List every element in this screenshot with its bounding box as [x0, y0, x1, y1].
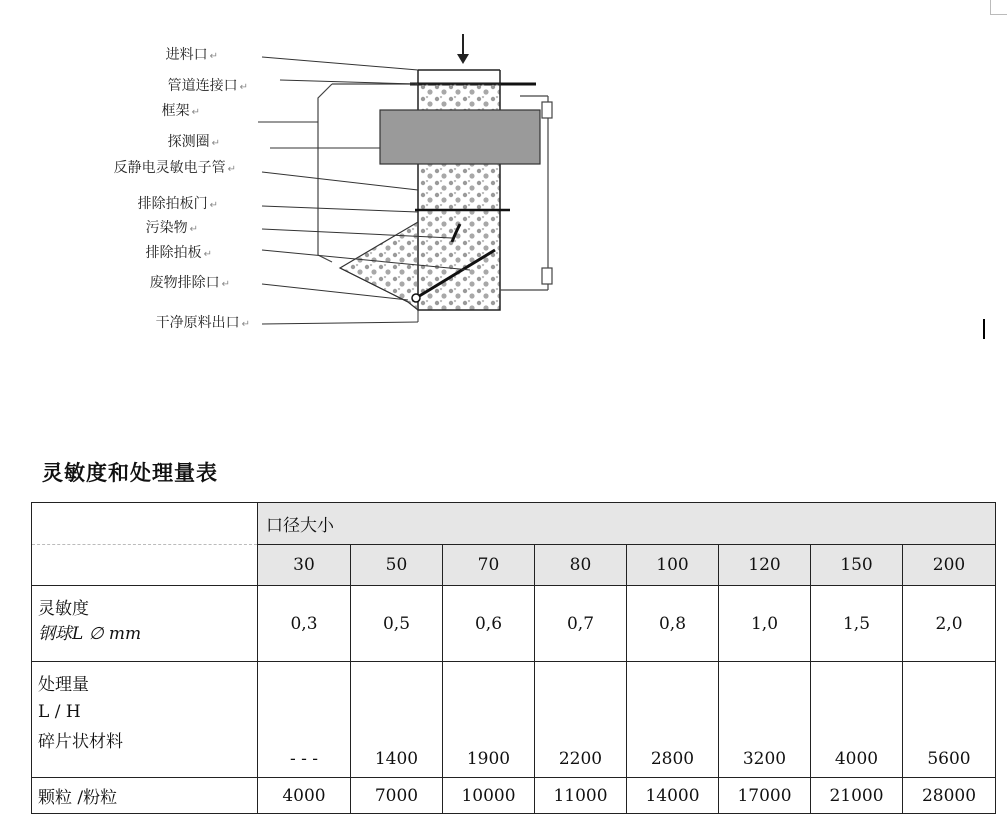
flakes-row: [32, 662, 996, 778]
sensitivity-row: [32, 586, 996, 662]
granules-cell: 17000: [719, 778, 811, 814]
flakes-cell: 3200: [719, 662, 811, 778]
return-mark: ↵: [209, 200, 218, 211]
granules-cell: 10000: [443, 778, 535, 814]
label-feed-inlet: [110, 47, 218, 65]
label-text: 反静电灵敏电子管: [113, 160, 226, 176]
size-cell: 200: [903, 545, 996, 586]
flakes-cell: 2800: [627, 662, 719, 778]
size-row: [32, 545, 996, 586]
granules-cell: 21000: [811, 778, 903, 814]
sensitivity-cell: 0,8: [627, 586, 719, 662]
granules-cell: 4000: [258, 778, 351, 814]
granules-cell: 7000: [351, 778, 443, 814]
label-text: 框架: [161, 103, 190, 119]
label-clean-outlet: [80, 315, 250, 333]
label-text: 探测圈: [167, 134, 210, 150]
caliber-header-row: [32, 503, 996, 545]
granules-label: 颗粒 /粉粒: [32, 778, 258, 814]
label-detector-coil: [110, 134, 220, 152]
corner-cell: [32, 545, 258, 586]
label-text: 管道连接口: [167, 78, 238, 94]
throughput-label-line1: 处理量: [38, 675, 89, 695]
return-mark: ↵: [221, 279, 230, 290]
table-title: 灵敏度和处理量表: [42, 460, 218, 485]
return-mark: ↵: [211, 138, 220, 149]
sensitivity-label-line2: 钢球L ∅ mm: [38, 624, 142, 644]
label-text: 排除拍板: [145, 245, 202, 261]
flakes-cell: 4000: [811, 662, 903, 778]
return-mark: ↵: [227, 164, 236, 175]
size-cell: 50: [351, 545, 443, 586]
flakes-cell: 2200: [535, 662, 627, 778]
sensitivity-throughput-table: [31, 502, 996, 814]
label-reject-outlet: [90, 275, 230, 293]
sensitivity-label: [32, 586, 258, 662]
return-mark: ↵: [239, 82, 248, 93]
label-text: 排除拍板门: [137, 196, 208, 212]
granules-cell: 14000: [627, 778, 719, 814]
sensitivity-cell: 1,5: [811, 586, 903, 662]
size-cell: 120: [719, 545, 811, 586]
sensitivity-cell: 0,6: [443, 586, 535, 662]
text-cursor: [983, 319, 985, 339]
granules-cell: 11000: [535, 778, 627, 814]
flakes-cell: 1400: [351, 662, 443, 778]
corner-cell: [32, 503, 258, 545]
label-frame: [110, 103, 200, 121]
flakes-cell: 1900: [443, 662, 535, 778]
sensitivity-cell: 2,0: [903, 586, 996, 662]
throughput-label-line2: L / H: [38, 702, 81, 722]
return-mark: ↵: [191, 107, 200, 118]
frame: [318, 84, 332, 262]
label-antistatic-tube: [30, 160, 236, 178]
return-mark: ↵: [209, 51, 218, 62]
return-mark: ↵: [189, 224, 198, 235]
return-mark: ↵: [203, 249, 212, 260]
label-reject-flap: [90, 245, 212, 263]
sensitivity-cell: 0,5: [351, 586, 443, 662]
label-text: 污染物: [145, 220, 188, 236]
granules-row: [32, 778, 996, 814]
return-mark: ↵: [241, 319, 250, 330]
label-contaminant: [90, 220, 198, 238]
label-text: 干净原料出口: [155, 315, 240, 331]
sensitivity-label-line1: 灵敏度: [38, 599, 89, 619]
sensitivity-cell: 0,3: [258, 586, 351, 662]
size-cell: 80: [535, 545, 627, 586]
label-text: 废物排除口: [149, 275, 220, 291]
feed-arrow: [457, 34, 469, 64]
flakes-label: 碎片状材料: [38, 732, 123, 752]
label-text: 进料口: [165, 47, 208, 63]
size-cell: 70: [443, 545, 535, 586]
detector-coil: [380, 110, 540, 164]
flakes-cell: - - -: [258, 662, 351, 778]
label-flap-door: [70, 196, 218, 214]
label-pipe-connection: [90, 78, 248, 96]
throughput-label: [32, 662, 258, 778]
sensitivity-cell: 0,7: [535, 586, 627, 662]
page-corner-mark: [990, 0, 1007, 15]
granules-cell: 28000: [903, 778, 996, 814]
size-cell: 100: [627, 545, 719, 586]
size-cell: 150: [811, 545, 903, 586]
size-cell: 30: [258, 545, 351, 586]
caliber-header: 口径大小: [258, 503, 996, 545]
flakes-cell: 5600: [903, 662, 996, 778]
sensitivity-cell: 1,0: [719, 586, 811, 662]
